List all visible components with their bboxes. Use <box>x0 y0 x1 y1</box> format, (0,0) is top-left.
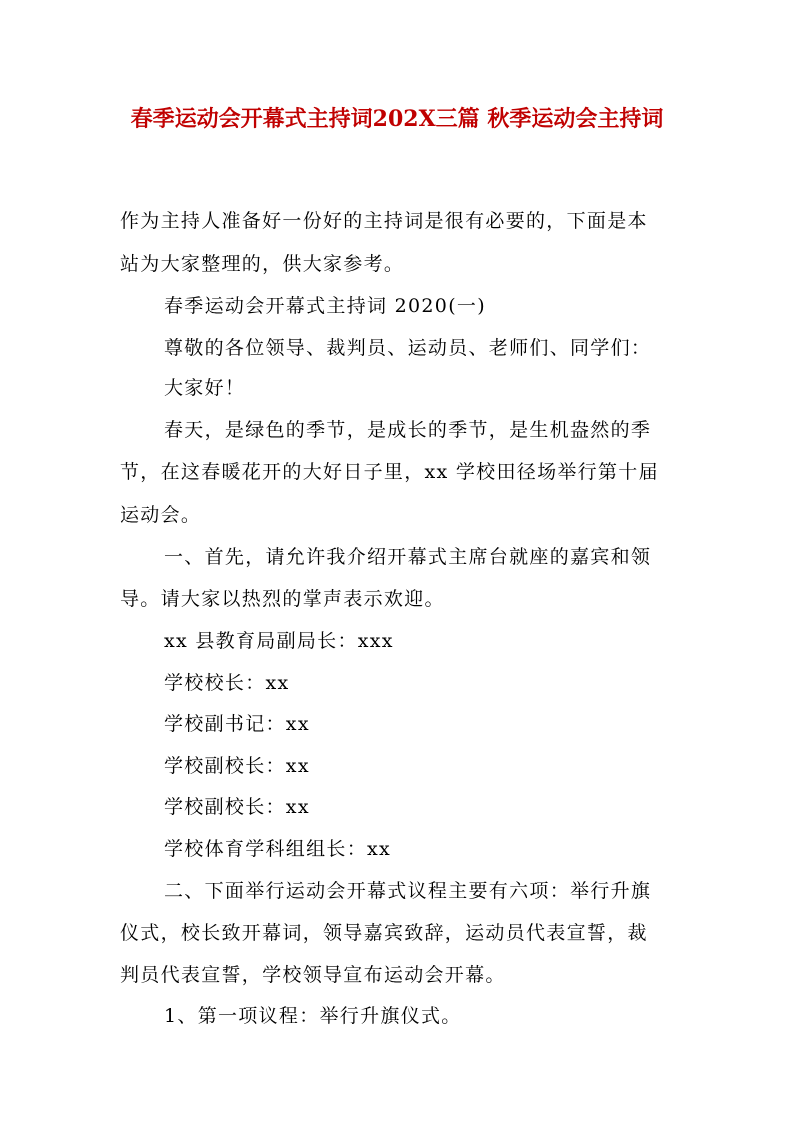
intro-line-1: 作为主持人准备好一份好的主持词是很有必要的，下面是本 <box>120 210 648 232</box>
agenda-paragraph-line-3: 判员代表宣誓，学校领导宣布运动会开幕。 <box>120 964 506 986</box>
salutation: 尊敬的各位领导、裁判员、运动员、老师们、同学们： <box>164 337 652 359</box>
greeting: 大家好！ <box>164 377 246 399</box>
agenda-paragraph-line-2: 仪式，校长致开幕词，领导嘉宾致辞，运动员代表宣誓，裁 <box>120 922 648 944</box>
guest-item: 学校副书记：xx <box>164 713 310 735</box>
guest-item: 学校副校长：xx <box>164 796 310 818</box>
section-heading: 春季运动会开幕式主持词 2020(一) <box>164 295 486 317</box>
document-title: 春季运动会开幕式主持词202X三篇 秋季运动会主持词 <box>130 106 664 132</box>
spring-paragraph-line-1: 春天，是绿色的季节，是成长的季节，是生机盎然的季 <box>164 419 652 441</box>
spring-paragraph-line-2: 节，在这春暖花开的大好日子里，xx 学校田径场举行第十届 <box>120 461 659 483</box>
agenda-item-1: 1、第一项议程：举行升旗仪式。 <box>164 1005 462 1027</box>
guest-item: xx 县教育局副局长：xxx <box>164 630 394 652</box>
intro-line-2: 站为大家整理的，供大家参考。 <box>120 253 405 275</box>
guests-intro-line-2: 导。请大家以热烈的掌声表示欢迎。 <box>120 588 445 610</box>
guest-item: 学校校长：xx <box>164 672 290 694</box>
spring-paragraph-line-3: 运动会。 <box>120 504 202 526</box>
guest-item: 学校体育学科组组长：xx <box>164 838 392 860</box>
guest-item: 学校副校长：xx <box>164 755 310 777</box>
agenda-paragraph-line-1: 二、下面举行运动会开幕式议程主要有六项：举行升旗 <box>164 880 652 902</box>
guests-intro-line-1: 一、首先，请允许我介绍开幕式主席台就座的嘉宾和领 <box>164 546 652 568</box>
